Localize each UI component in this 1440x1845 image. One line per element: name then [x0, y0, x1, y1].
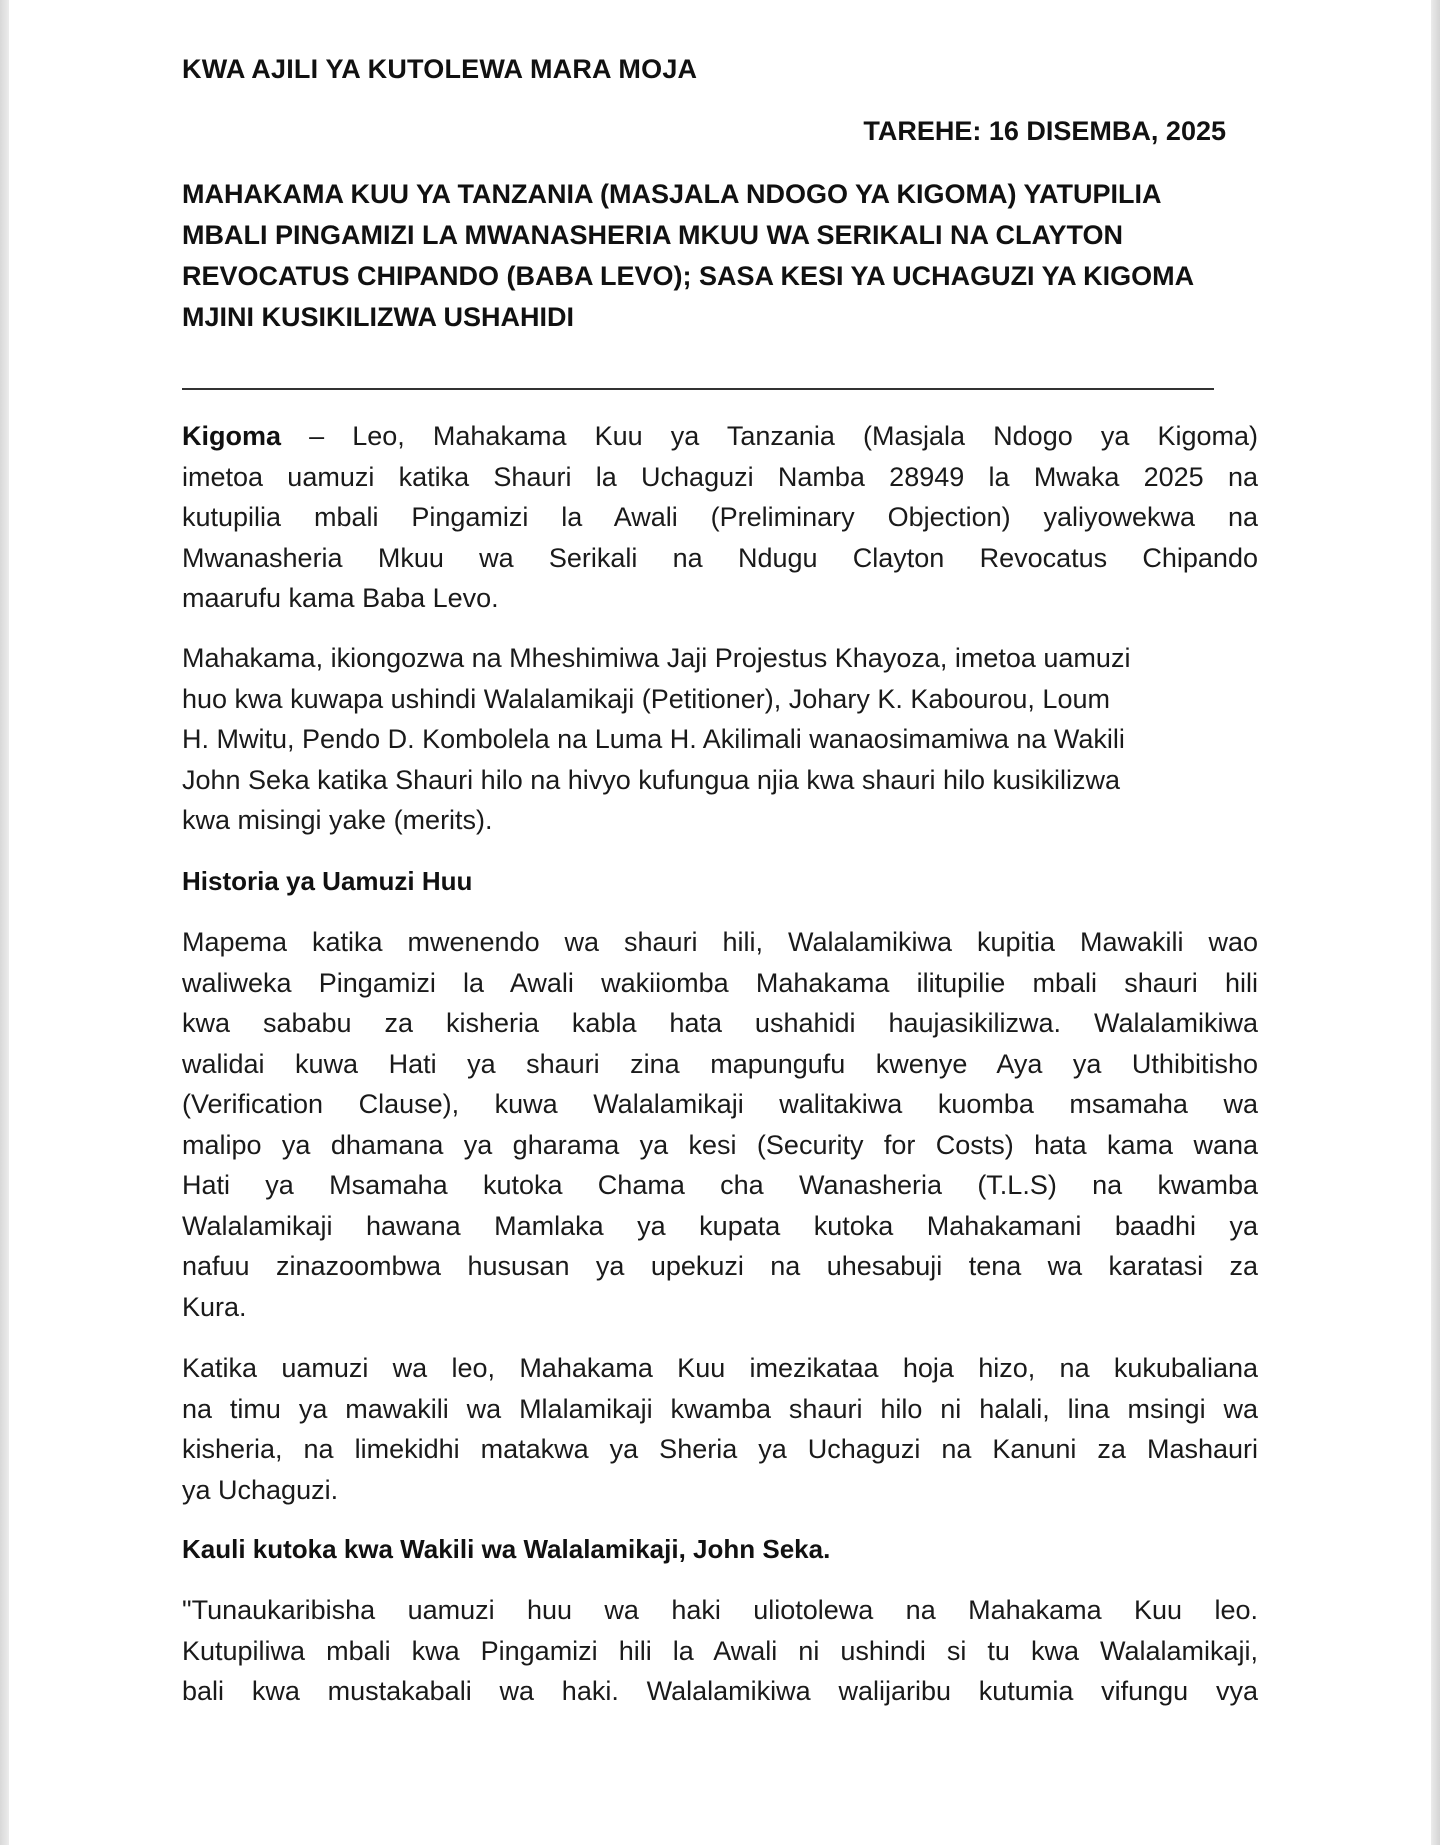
paragraph-line: Mapema katika mwenendo wa shauri hili, Walalamikiwa kupitia Mawakili wao	[182, 927, 1258, 957]
paragraph-line: Walalamikaji hawana Mamlaka ya kupata kutoka Mahakamani baadhi ya	[182, 1210, 1258, 1241]
paragraph-line: malipo ya dhamana ya gharama ya kesi (Security for Costs) hata kama wana	[182, 1129, 1258, 1160]
paragraph-decision	[182, 1348, 1258, 1510]
paragraph-line: maarufu kama Baba Levo.	[182, 583, 499, 613]
headline	[182, 174, 1242, 338]
paragraph-line: bali kwa mustakabali wa haki. Walalamikiwa walijaribu kutumia vifungu vya	[182, 1676, 1258, 1706]
page-edge-left	[0, 0, 9, 1845]
paragraph-line: Hati ya Msamaha kutoka Chama cha Wanasheria (T.L.S) na kwamba	[182, 1170, 1258, 1200]
paragraph-line: Kura.	[182, 1291, 247, 1322]
paragraph-line: imetoa uamuzi katika Shauri la Uchaguzi Namba 28949 la Mwaka 2025 na	[182, 461, 1258, 492]
paragraph-line: (Verification Clause), kuwa Walalamikaji walitakiwa kuomba msamaha wa	[182, 1089, 1258, 1119]
paragraph-line	[182, 416, 1258, 457]
paragraph-line: na timu ya mawakili wa Mlalamikaji kwamba shauri hilo ni halali, lina msingi wa	[182, 1393, 1258, 1424]
paragraph-line: John Seka katika Shauri hilo na hivyo kufungua njia kwa shauri hilo kusikilizwa	[182, 764, 1121, 795]
paragraph-line: Mahakama, ikiongozwa na Mheshimiwa Jaji Projestus Khayoza, imetoa uamuzi	[182, 643, 1131, 673]
date-label: TAREHE: 16 DISEMBA, 2025	[863, 116, 1226, 146]
paragraph-line: walidai kuwa Hati ya shauri zina mapungufu kwenye Aya ya Uthibitisho	[182, 1048, 1258, 1079]
paragraph-line: Mwanasheria Mkuu wa Serikali na Ndugu Clayton Revocatus Chipando	[182, 542, 1258, 573]
headline-line: MAHAKAMA KUU YA TANZANIA (MASJALA NDOGO YA KIGOMA) YATUPILIA	[182, 179, 1162, 209]
paragraph-ruling	[182, 638, 1258, 841]
headline-line: REVOCATUS CHIPANDO (BABA LEVO); SASA KESI YA UCHAGUZI YA KIGOMA	[182, 261, 1195, 291]
paragraph-line: nafuu zinazoombwa hususan ya upekuzi na uhesabuji tena wa karatasi za	[182, 1251, 1258, 1281]
paragraph-line: "Tunaukaribisha uamuzi huu wa haki uliotolewa na Mahakama Kuu leo.	[182, 1595, 1258, 1625]
headline-line: MBALI PINGAMIZI LA MWANASHERIA MKUU WA SERIKALI NA CLAYTON	[182, 220, 1123, 250]
section-heading-history: Historia ya Uamuzi Huu	[182, 866, 473, 896]
paragraph-line: kutupilia mbali Pingamizi la Awali (Preliminary Objection) yaliyowekwa na	[182, 502, 1258, 532]
paragraph-line: kisheria, na limekidhi matakwa ya Sheria ya Uchaguzi na Kanuni za Mashauri	[182, 1434, 1258, 1464]
headline-line: MJINI KUSIKILIZWA USHAHIDI	[182, 302, 575, 332]
paragraph-line: ya Uchaguzi.	[182, 1474, 339, 1505]
paragraph-quote	[182, 1590, 1258, 1712]
paragraph-intro	[182, 416, 1258, 619]
paragraph-line: Katika uamuzi wa leo, Mahakama Kuu imezikataa hoja hizo, na kukubaliana	[182, 1353, 1258, 1383]
release-label: KWA AJILI YA KUTOLEWA MARA MOJA	[182, 54, 698, 84]
paragraph-line: Kutupiliwa mbali kwa Pingamizi hili la Awali ni ushindi si tu kwa Walalamikaji,	[182, 1635, 1258, 1666]
paragraph-line: kwa misingi yake (merits).	[182, 805, 493, 835]
paragraph-line: H. Mwitu, Pendo D. Kombolela na Luma H. Akilimali wanaosimamiwa na Wakili	[182, 724, 1125, 754]
section-heading-statement: Kauli kutoka kwa Wakili wa Walalamikaji, John Seka.	[182, 1534, 831, 1564]
divider-rule	[182, 388, 1214, 390]
line-text: – Leo, Mahakama Kuu ya Tanzania (Masjala Ndogo ya Kigoma)	[281, 421, 1258, 451]
page-edge-right	[1431, 0, 1440, 1845]
paragraph-history	[182, 922, 1258, 1327]
paragraph-line: huo kwa kuwapa ushindi Walalamikaji (Petitioner), Johary K. Kabourou, Loum	[182, 683, 1110, 714]
paragraph-line: waliweka Pingamizi la Awali wakiiomba Mahakama ilitupilie mbali shauri hili	[182, 967, 1258, 998]
paragraph-line: kwa sababu za kisheria kabla hata ushahidi haujasikilizwa. Walalamikiwa	[182, 1008, 1258, 1038]
dateline-location: Kigoma	[182, 421, 282, 451]
